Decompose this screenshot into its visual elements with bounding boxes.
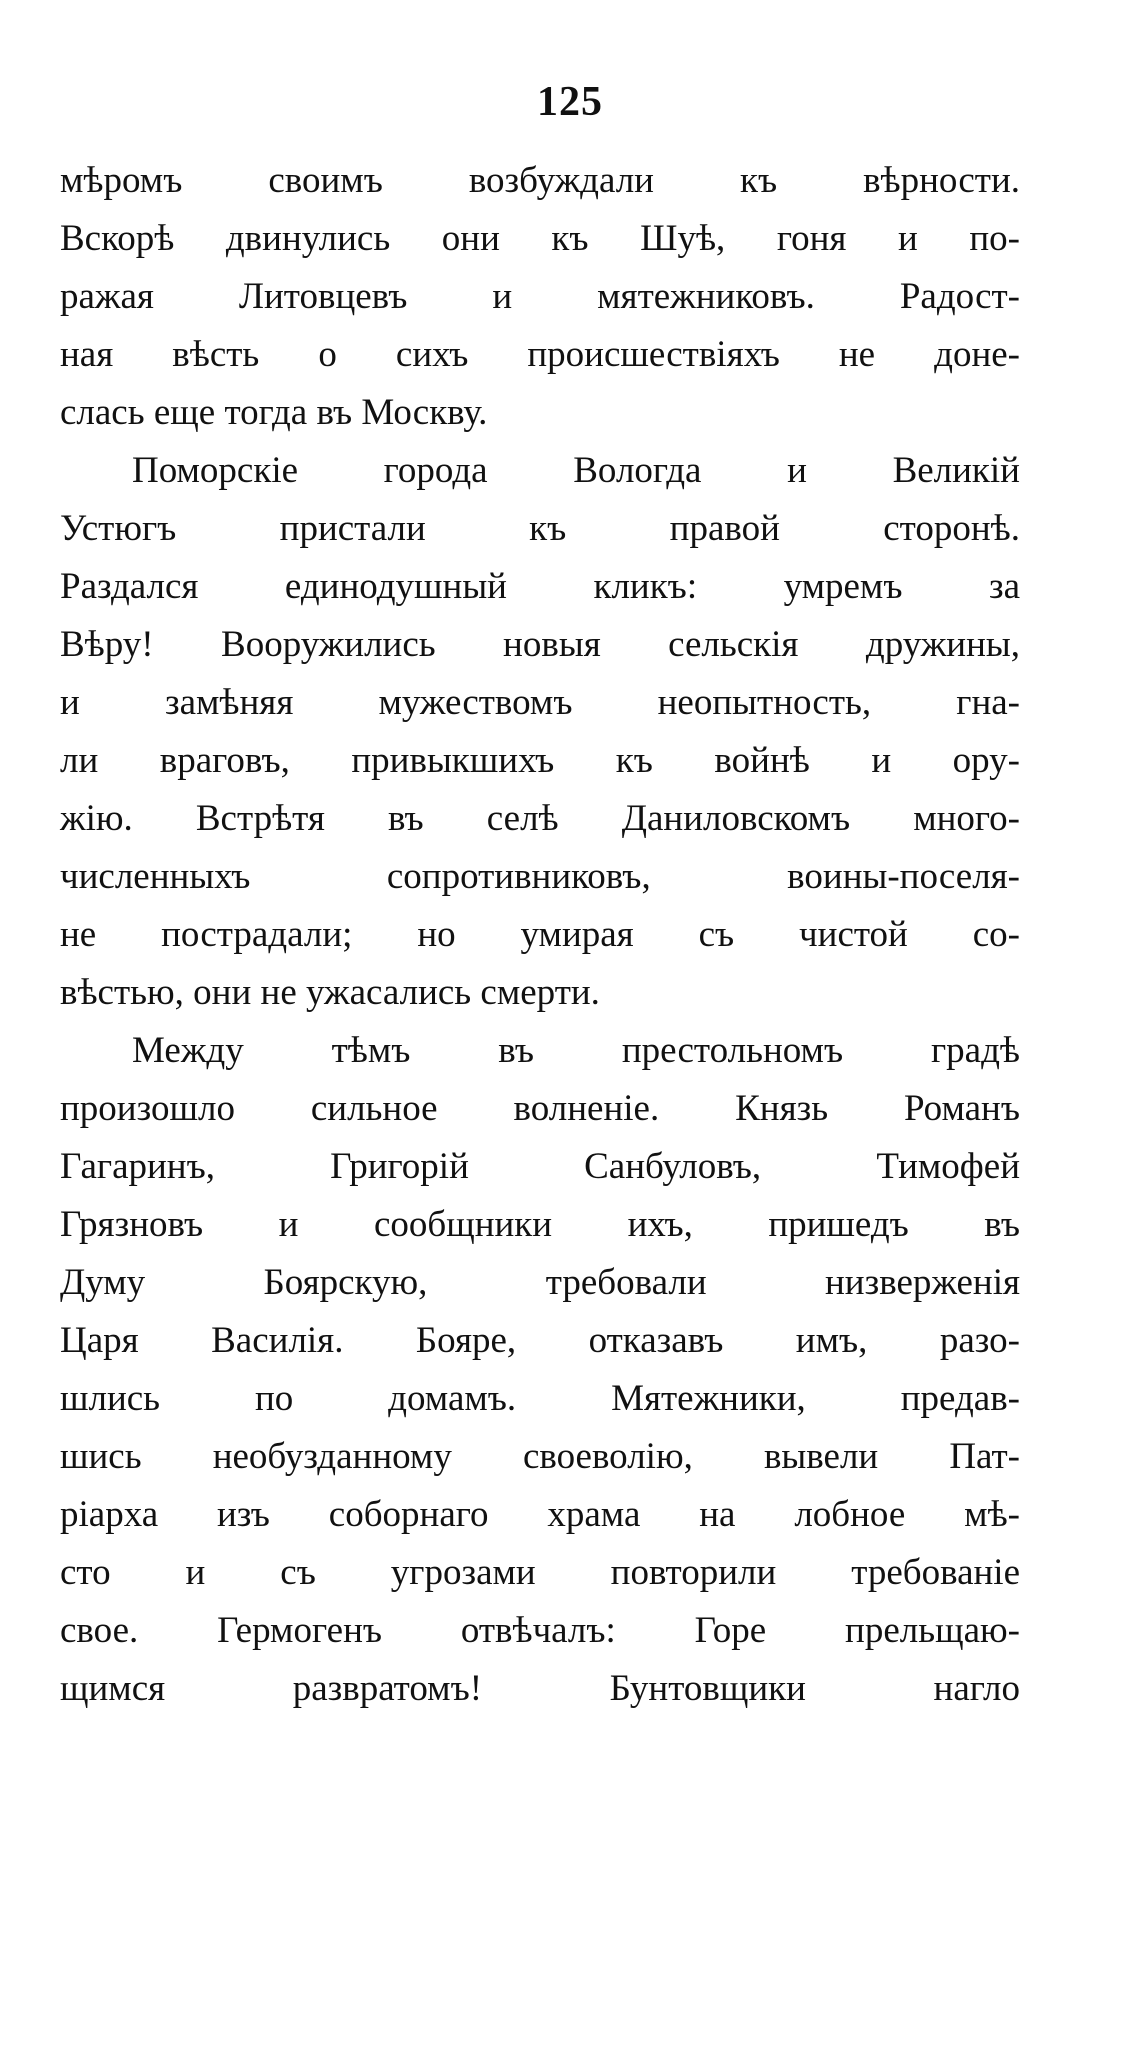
text-line: жію. Встрѣтя въ селѣ Даниловскомъ много- [60, 798, 1020, 839]
text-line: Устюгъ пристали къ правой сторонѣ. [60, 508, 1020, 549]
text-line: вѣстью, они не ужасались смерти. [60, 972, 600, 1013]
text-line: ли враговъ, привыкшихъ къ войнѣ и ору- [60, 740, 1020, 781]
text-line: свое. Гермогенъ отвѣчалъ: Горе прельщаю- [60, 1610, 1020, 1651]
text-line: численныхъ сопротивниковъ, воины-поселя- [60, 856, 1020, 897]
text-line: ражая Литовцевъ и мятежниковъ. Радост- [60, 276, 1020, 317]
text-line: мѣромъ своимъ возбуждали къ вѣрности. [60, 160, 1020, 201]
text-line: не пострадали; но умирая съ чистой со- [60, 914, 1020, 955]
text-line: ріарха изъ соборнаго храма на лобное мѣ- [60, 1494, 1020, 1535]
text-line: ная вѣсть о сихъ происшествіяхъ не донe- [60, 334, 1020, 375]
page-number: 125 [537, 79, 603, 125]
text-line: слась еще тогда въ Москву. [60, 392, 488, 433]
text-line: произошло сильное волненіе. Князь Романъ [60, 1088, 1020, 1129]
body-text [60, 152, 1020, 1718]
text-line: Грязновъ и сообщники ихъ, пришедъ въ [60, 1204, 1020, 1245]
text-line: Царя Василія. Бояре, отказавъ имъ, разо- [60, 1320, 1020, 1361]
text-line: Думу Боярскую, требовали низверженія [60, 1262, 1020, 1303]
text-line: шись необузданному своеволію, вывели Пат- [60, 1436, 1020, 1477]
text-line: Вскорѣ двинулись они къ Шуѣ, гоня и по- [60, 218, 1020, 259]
text-line: щимся развратомъ! Бунтовщики нагло [60, 1668, 1020, 1709]
text-line: Гагаринъ, Григорій Санбуловъ, Тимофей [60, 1146, 1020, 1187]
text-line: сто и съ угрозами повторили требованіе [60, 1552, 1020, 1593]
text-line: Раздался единодушный кликъ: умремъ за [60, 566, 1020, 607]
text-line: Поморскіе города Вологда и Великій [132, 450, 1020, 491]
text-line: шлись по домамъ. Мятежники, предав- [60, 1378, 1020, 1419]
text-line: и замѣняя мужествомъ неопытность, гна- [60, 682, 1020, 723]
text-line: Вѣру! Вооружились новыя сельскія дружины, [60, 624, 1020, 665]
text-line: Между тѣмъ въ престольномъ градѣ [132, 1030, 1020, 1071]
